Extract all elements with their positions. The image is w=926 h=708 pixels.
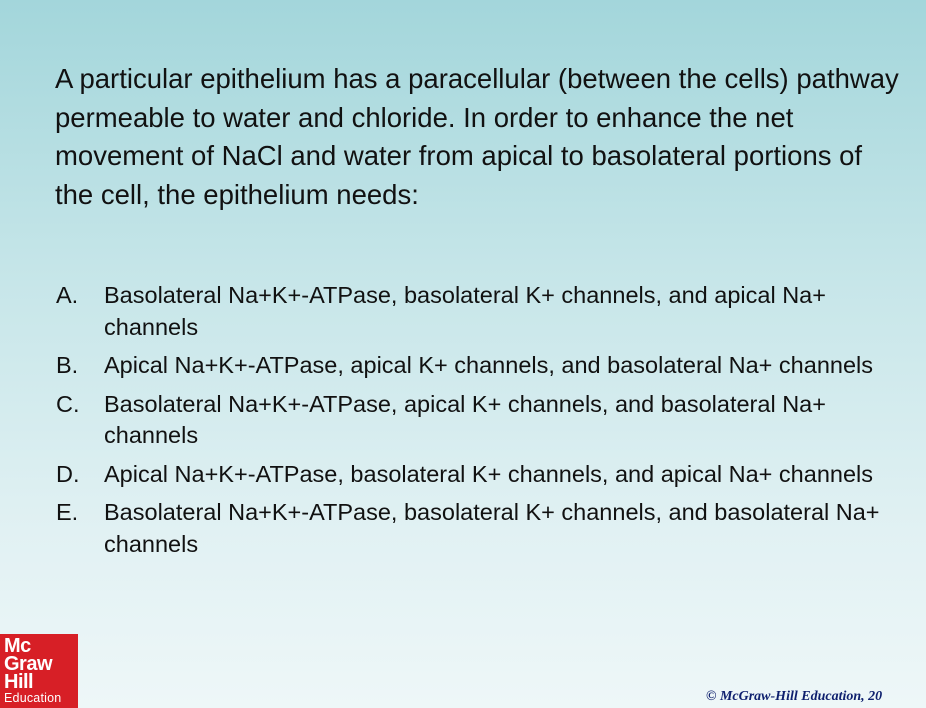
logo-line: Mc <box>4 635 31 657</box>
logo-line: Graw <box>4 653 53 675</box>
option-letter: E. <box>56 499 79 525</box>
option-b <box>56 350 886 382</box>
option-text: Apical Na+K+-ATPase, basolateral K+ channels, and apical Na+ channels <box>104 460 874 487</box>
option-text: Basolateral Na+K+-ATPase, basolateral K+ channels, and basolateral Na+ channels <box>104 499 880 557</box>
mcgraw-hill-logo <box>0 634 78 708</box>
option-letter: C. <box>56 390 80 417</box>
option-a <box>56 280 886 343</box>
copyright-notice: © McGraw-Hill Education, 20 <box>706 689 883 704</box>
option-letter: B. <box>56 352 79 378</box>
option-text: Basolateral Na+K+-ATPase, apical K+ channels, and basolateral Na+ channels <box>104 390 826 448</box>
logo-line: Education <box>4 691 62 705</box>
option-letter: D. <box>56 460 80 487</box>
question-text: A particular epithelium has a paracellular (between the cells) pathway permeable to water and chloride. In order to enhance the net movement of NaCl and water from apical to basolateral portions of the cell, the epithelium needs: <box>55 63 899 210</box>
option-c <box>56 389 886 452</box>
option-text: Apical Na+K+-ATPase, apical K+ channels, and basolateral Na+ channels <box>104 352 874 378</box>
option-text: Basolateral Na+K+-ATPase, basolateral K+ channels, and apical Na+ channels <box>104 282 826 340</box>
option-letter: A. <box>56 282 79 308</box>
option-e <box>56 497 886 560</box>
option-d <box>56 459 886 491</box>
logo-line: Hill <box>4 671 34 693</box>
answer-options <box>56 280 886 567</box>
